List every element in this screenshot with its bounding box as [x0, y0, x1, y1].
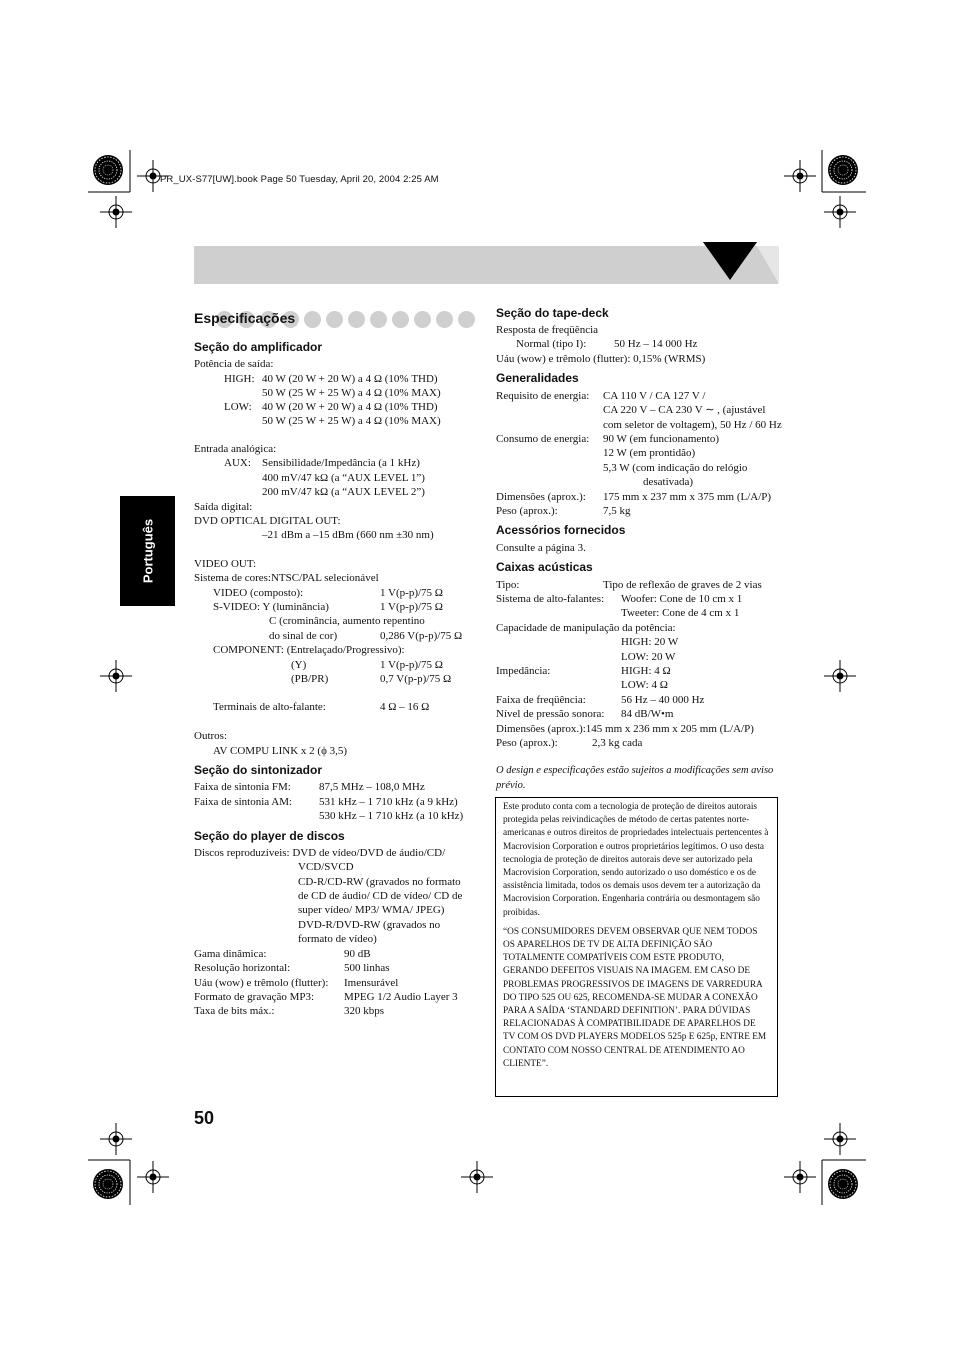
decor-dot	[326, 311, 343, 328]
spec-line: Peso (aprox.):	[496, 737, 558, 749]
spec-line: Terminais de alto-falante:	[213, 701, 326, 713]
spec-line: AUX:	[224, 457, 251, 469]
crosshair-mark	[824, 1123, 856, 1155]
spec-line: 1 V(p-p)/75 Ω	[380, 587, 443, 599]
spec-line: Imensurável	[344, 977, 399, 989]
spec-line: desativada)	[643, 476, 694, 488]
spec-line: Tipo:	[496, 579, 520, 591]
spec-line: VIDEO (composto):	[213, 587, 304, 599]
spec-line: S-VIDEO: Y (luminância)	[213, 601, 329, 613]
crosshair-mark	[137, 1161, 169, 1193]
rosette-mark	[93, 1169, 123, 1199]
spec-line: 2,3 kg cada	[592, 737, 643, 749]
crosshair-mark	[461, 1161, 493, 1193]
spec-line: Peso (aprox.):	[496, 505, 558, 517]
spec-line: Sensibilidade/Impedância (a 1 kHz)	[262, 457, 420, 469]
heading-acessorios: Acessórios fornecidos	[496, 523, 626, 537]
spec-line: HIGH: 4 Ω	[621, 665, 671, 677]
heading-sintonizador: Seção do sintonizador	[194, 763, 323, 777]
spec-line: 500 linhas	[344, 962, 390, 974]
spec-line: Sistema de cores:NTSC/PAL selecionável	[194, 572, 379, 584]
decor-dot	[348, 311, 365, 328]
file-header-line: PR_UX-S77[UW].book Page 50 Tuesday, April 20, 2004 2:25 AM	[160, 174, 439, 185]
spec-line: Discos reproduzíveis: DVD de vídeo/DVD de áudio/CD/	[194, 847, 446, 859]
heading-player: Seção do player de discos	[194, 829, 345, 843]
spec-line: Faixa de freqüência:	[496, 694, 586, 706]
spec-line: 90 W (em funcionamento)	[603, 433, 719, 445]
spec-line: 200 mV/47 kΩ (a “AUX LEVEL 2”)	[262, 486, 425, 498]
crosshair-mark	[100, 196, 132, 228]
spec-line: Sistema de alto-falantes:	[496, 593, 605, 605]
spec-line: –21 dBm a –15 dBm (660 nm ±30 nm)	[262, 529, 434, 541]
spec-line: Entrada analógica:	[194, 443, 277, 455]
disclaimer-note: O design e especificações estão sujeitos a modificações sem aviso prévio.	[496, 765, 774, 791]
spec-line: 400 mV/47 kΩ (a “AUX LEVEL 1”)	[262, 472, 425, 484]
spec-line: Woofer: Cone de 10 cm x 1	[621, 593, 743, 605]
spec-line: 0,7 V(p-p)/75 Ω	[380, 673, 452, 685]
spec-line: MPEG 1/2 Audio Layer 3	[344, 991, 458, 1003]
spec-line: 5,3 W (com indicação do relógio	[603, 462, 748, 474]
spec-line: Tipo de reflexão de graves de 2 vias	[603, 579, 762, 591]
spec-line: 175 mm x 237 mm x 375 mm (L/A/P)	[603, 491, 772, 503]
spec-line: LOW: 20 W	[621, 651, 676, 663]
spec-line: 531 kHz – 1 710 kHz (a 9 kHz)	[319, 796, 458, 808]
crosshair-mark	[100, 1123, 132, 1155]
spec-line: do sinal de cor)	[269, 630, 338, 642]
header-band	[194, 246, 778, 284]
spec-line: Dimensões (aprox.):	[496, 491, 586, 503]
spec-line: 320 kbps	[344, 1005, 385, 1017]
heading-amplificador: Seção do amplificador	[194, 340, 323, 354]
language-side-tab	[120, 496, 175, 606]
macrovision-notice-box	[495, 797, 778, 1097]
spec-line: LOW:	[224, 401, 252, 413]
spec-line: Gama dinâmica:	[194, 948, 267, 960]
spec-line: Nível de pressão sonora:	[496, 708, 605, 720]
spec-line: Faixa de sintonia AM:	[194, 796, 293, 808]
spec-line: HIGH:	[224, 373, 255, 385]
decor-dot	[392, 311, 409, 328]
spec-line: 84 dB/W•m	[621, 708, 674, 720]
spec-line: super vídeo/ MP3/ WMA/ JPEG)	[298, 904, 445, 916]
spec-line: CD-R/CD-RW (gravados no formato	[298, 876, 461, 888]
spec-line: Requisito de energia:	[496, 390, 590, 402]
spec-line: CA 110 V / CA 127 V /	[603, 390, 706, 402]
spec-line: 530 kHz – 1 710 kHz (a 10 kHz)	[319, 810, 464, 822]
decor-dot	[436, 311, 453, 328]
spec-line: Consulte a página 3.	[496, 542, 586, 554]
rosette-mark	[828, 155, 858, 185]
spec-line: C (crominância, aumento repentino	[269, 615, 425, 627]
spec-line: 4 Ω – 16 Ω	[380, 701, 430, 713]
spec-line: 7,5 kg	[603, 505, 631, 517]
spec-line: 50 W (25 W + 25 W) a 4 Ω (10% MAX)	[262, 415, 441, 427]
spec-line: Normal (tipo I):	[516, 338, 587, 350]
spec-line: DVD-R/DVD-RW (gravados no	[298, 919, 441, 931]
spec-line: formato de vídeo)	[298, 933, 377, 945]
spec-line: Consumo de energia:	[496, 433, 590, 445]
spec-line: VCD/SVCD	[298, 861, 354, 873]
crosshair-mark	[784, 160, 816, 192]
crosshair-mark	[824, 660, 856, 692]
spec-line: 0,286 V(p-p)/75 Ω	[380, 630, 463, 642]
spec-line: Faixa de sintonia FM:	[194, 781, 291, 793]
decor-dot	[304, 311, 321, 328]
crosshair-mark	[784, 1161, 816, 1193]
spec-line: Tweeter: Cone de 4 cm x 1	[621, 607, 740, 619]
decor-dot	[370, 311, 387, 328]
spec-line: Uáu (wow) e trêmolo (flutter):	[194, 977, 329, 989]
spec-line: 90 dB	[344, 948, 371, 960]
crosshair-mark	[100, 660, 132, 692]
spec-line: 1 V(p-p)/75 Ω	[380, 659, 443, 671]
spec-line: Resposta de freqüência	[496, 324, 599, 336]
notice-paragraph: Este produto conta com a tecnologia de proteção de direitos autorais protegida pelas reivindicações de método de certas patentes norte-americanas e outros direitos de propriedades intelectuais pertencentes à Macrovision Corporation e outros proprietários legítimos. O uso desta tecnologia de proteção de direitos autorais deve ser autorizado pela Macrovision Corporation, sendo autorizado o uso doméstico e os de assistência limitada, todos os demais usos devem ter a autorização da Macrovision Corporation. Engenharia contrária ou desmontagem são proibidas.	[503, 802, 769, 918]
spec-line: Dimensões (aprox.):145 mm x 236 mm x 205 mm (L/A/P)	[496, 723, 754, 735]
spec-line: (Y)	[291, 659, 307, 671]
spec-line: 1 V(p-p)/75 Ω	[380, 601, 443, 613]
decor-dot	[458, 311, 475, 328]
spec-line: LOW: 4 Ω	[621, 679, 668, 691]
notice-paragraph: “OS CONSUMIDORES DEVEM OBSERVAR QUE NEM TODOS OS APARELHOS DE TV DE ALTA DEFINIÇÃO SÃO TOTALMENTE COMPATÍVEIS COM ESTE PRODUTO, GERANDO DEFEITOS VISUAIS NA IMAGEM. EM CASO DE PROBLEMAS PROGRESSIVOS DE IMAGENS DE VARREDURA DO TIPO 525 OU 625, RECOMENDA-SE MUDAR A CONEXÃO PARA A SAÍDA ‘STANDARD DEFINITION’. PARA DÚVIDAS RELACIONADAS À COMPATIBILIDADE DE APARELHOS DE TV COM OS DVD PLAYERS MODELOS 525p E 625p, ENTRE EM CONTATO COM NOSSO CENTRAL DE ATENDIMENTO AO CLIENTE”.	[503, 926, 767, 1069]
spec-line: CA 220 V – CA 230 V ∼ , (ajustável	[603, 404, 766, 416]
spec-line: Outros:	[194, 730, 227, 742]
spec-line: Resolução horizontal:	[194, 962, 291, 974]
side-tab-label: Português	[140, 518, 155, 584]
rosette-mark	[93, 155, 123, 185]
spec-line: com seletor de voltagem), 50 Hz / 60 Hz	[603, 419, 782, 431]
spec-line: 40 W (20 W + 20 W) a 4 Ω (10% THD)	[262, 401, 438, 413]
spec-line: Impedância:	[496, 665, 551, 677]
page-number: 50	[194, 1108, 215, 1128]
spec-line: Uáu (wow) e trêmolo (flutter): 0,15% (WRMS)	[496, 353, 706, 365]
page-title: Especificações	[194, 310, 296, 326]
crosshair-mark	[824, 196, 856, 228]
spec-line: (PB/PR)	[291, 673, 329, 685]
spec-line: Taxa de bits máx.:	[194, 1005, 275, 1017]
spec-line: 50 W (25 W + 25 W) a 4 Ω (10% MAX)	[262, 387, 441, 399]
spec-line: VIDEO OUT:	[194, 558, 257, 570]
spec-line: Formato de gravação MP3:	[194, 991, 315, 1003]
heading-caixas: Caixas acústicas	[496, 560, 593, 574]
rosette-mark	[828, 1169, 858, 1199]
spec-line: Capacidade de manipulação da potência:	[496, 622, 676, 634]
heading-generalidades: Generalidades	[496, 371, 579, 385]
spec-line: Potência de saída:	[194, 358, 274, 370]
heading-tape-deck: Seção do tape-deck	[496, 306, 609, 320]
spec-line: COMPONENT: (Entrelaçado/Progressivo):	[213, 644, 405, 656]
decor-dot	[414, 311, 431, 328]
spec-line: de CD de áudio/ CD de vídeo/ CD de	[298, 890, 463, 902]
spec-line: 12 W (em prontidão)	[603, 447, 696, 459]
spec-line: 50 Hz – 14 000 Hz	[614, 338, 698, 350]
spec-line: DVD OPTICAL DIGITAL OUT:	[194, 515, 341, 527]
spec-line: 56 Hz – 40 000 Hz	[621, 694, 705, 706]
spec-line: AV COMPU LINK x 2 (ϕ 3,5)	[213, 745, 348, 757]
spec-line: 87,5 MHz – 108,0 MHz	[319, 781, 425, 793]
spec-line: 40 W (20 W + 20 W) a 4 Ω (10% THD)	[262, 373, 438, 385]
spec-line: HIGH: 20 W	[621, 636, 679, 648]
spec-line: Saída digital:	[194, 501, 253, 513]
